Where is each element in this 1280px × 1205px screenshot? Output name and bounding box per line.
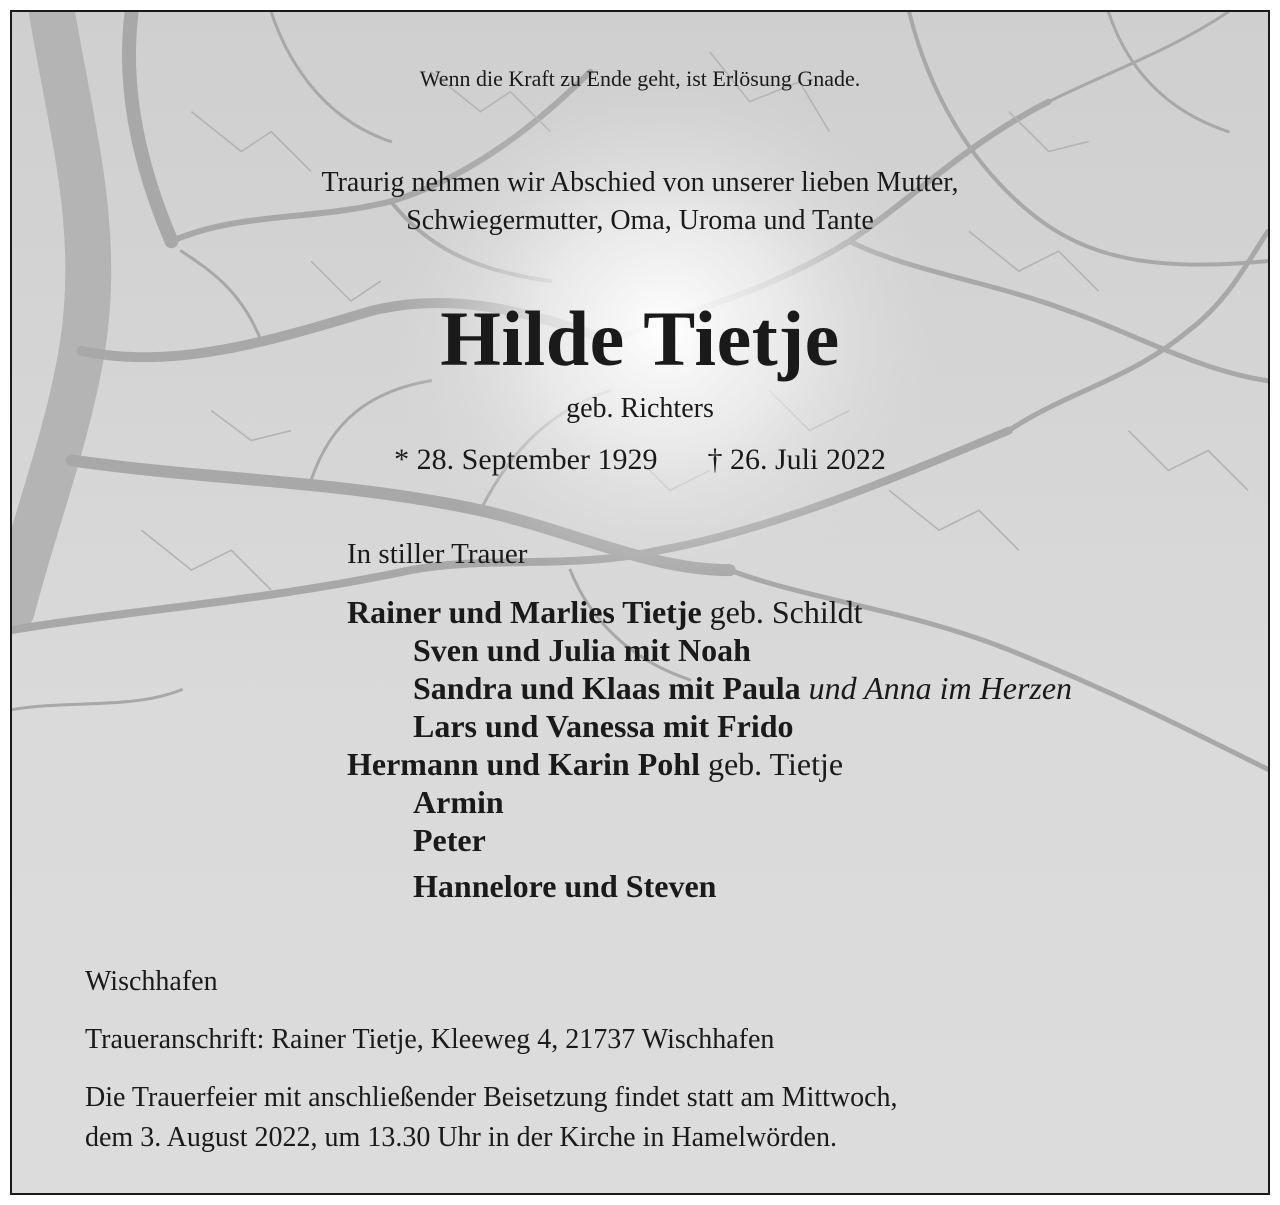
family-member	[413, 708, 794, 745]
family-member-name: Rainer und Marlies Tietje	[347, 594, 702, 630]
obituary-content	[12, 12, 1268, 1193]
family-member	[413, 868, 716, 905]
obituary-frame	[10, 10, 1270, 1195]
deceased-name: Hilde Tietje	[440, 295, 840, 382]
intro-line-1: Traurig nehmen wir Abschied von unserer lieben Mutter,	[321, 167, 959, 198]
family-member-italic-note: und Anna im Herzen	[800, 670, 1073, 706]
death-date: † 26. Juli 2022	[707, 443, 886, 476]
family-member	[413, 670, 1072, 707]
family-member-name: Sven und Julia mit Noah	[413, 632, 751, 668]
family-member-note: geb. Schildt	[701, 594, 863, 630]
birth-date: * 28. September 1929	[394, 443, 658, 476]
family-member-name: Hannelore und Steven	[413, 868, 717, 904]
place-text: Wischhafen	[85, 966, 218, 997]
family-member-name: Hermann und Karin Pohl	[347, 746, 700, 782]
intro-line-2: Schwiegermutter, Oma, Uroma und Tante	[406, 205, 874, 236]
family-member	[347, 594, 863, 631]
family-member	[413, 784, 504, 821]
family-member	[347, 746, 843, 783]
life-dates	[12, 443, 1268, 477]
family-member	[413, 822, 486, 859]
family-member-name: Sandra und Klaas mit Paula	[413, 670, 801, 706]
mourning-address: Traueranschrift: Rainer Tietje, Kleeweg 4, 21737 Wischhafen	[85, 1024, 775, 1055]
family-member-name: Lars und Vanessa mit Frido	[413, 708, 794, 744]
mourning-label: In stiller Trauer	[347, 538, 528, 570]
family-member-name: Peter	[413, 822, 486, 858]
family-member-name: Armin	[413, 784, 504, 820]
service-line-1: Die Trauerfeier mit anschließender Beisetzung findet statt am Mittwoch,	[85, 1082, 898, 1113]
family-member-note: geb. Tietje	[699, 746, 844, 782]
family-member	[413, 632, 751, 669]
motto-text: Wenn die Kraft zu Ende geht, ist Erlösung Gnade.	[419, 66, 861, 91]
born-name: geb. Richters	[566, 393, 714, 424]
service-line-2: dem 3. August 2022, um 13.30 Uhr in der Kirche in Hamelwörden.	[85, 1122, 837, 1153]
